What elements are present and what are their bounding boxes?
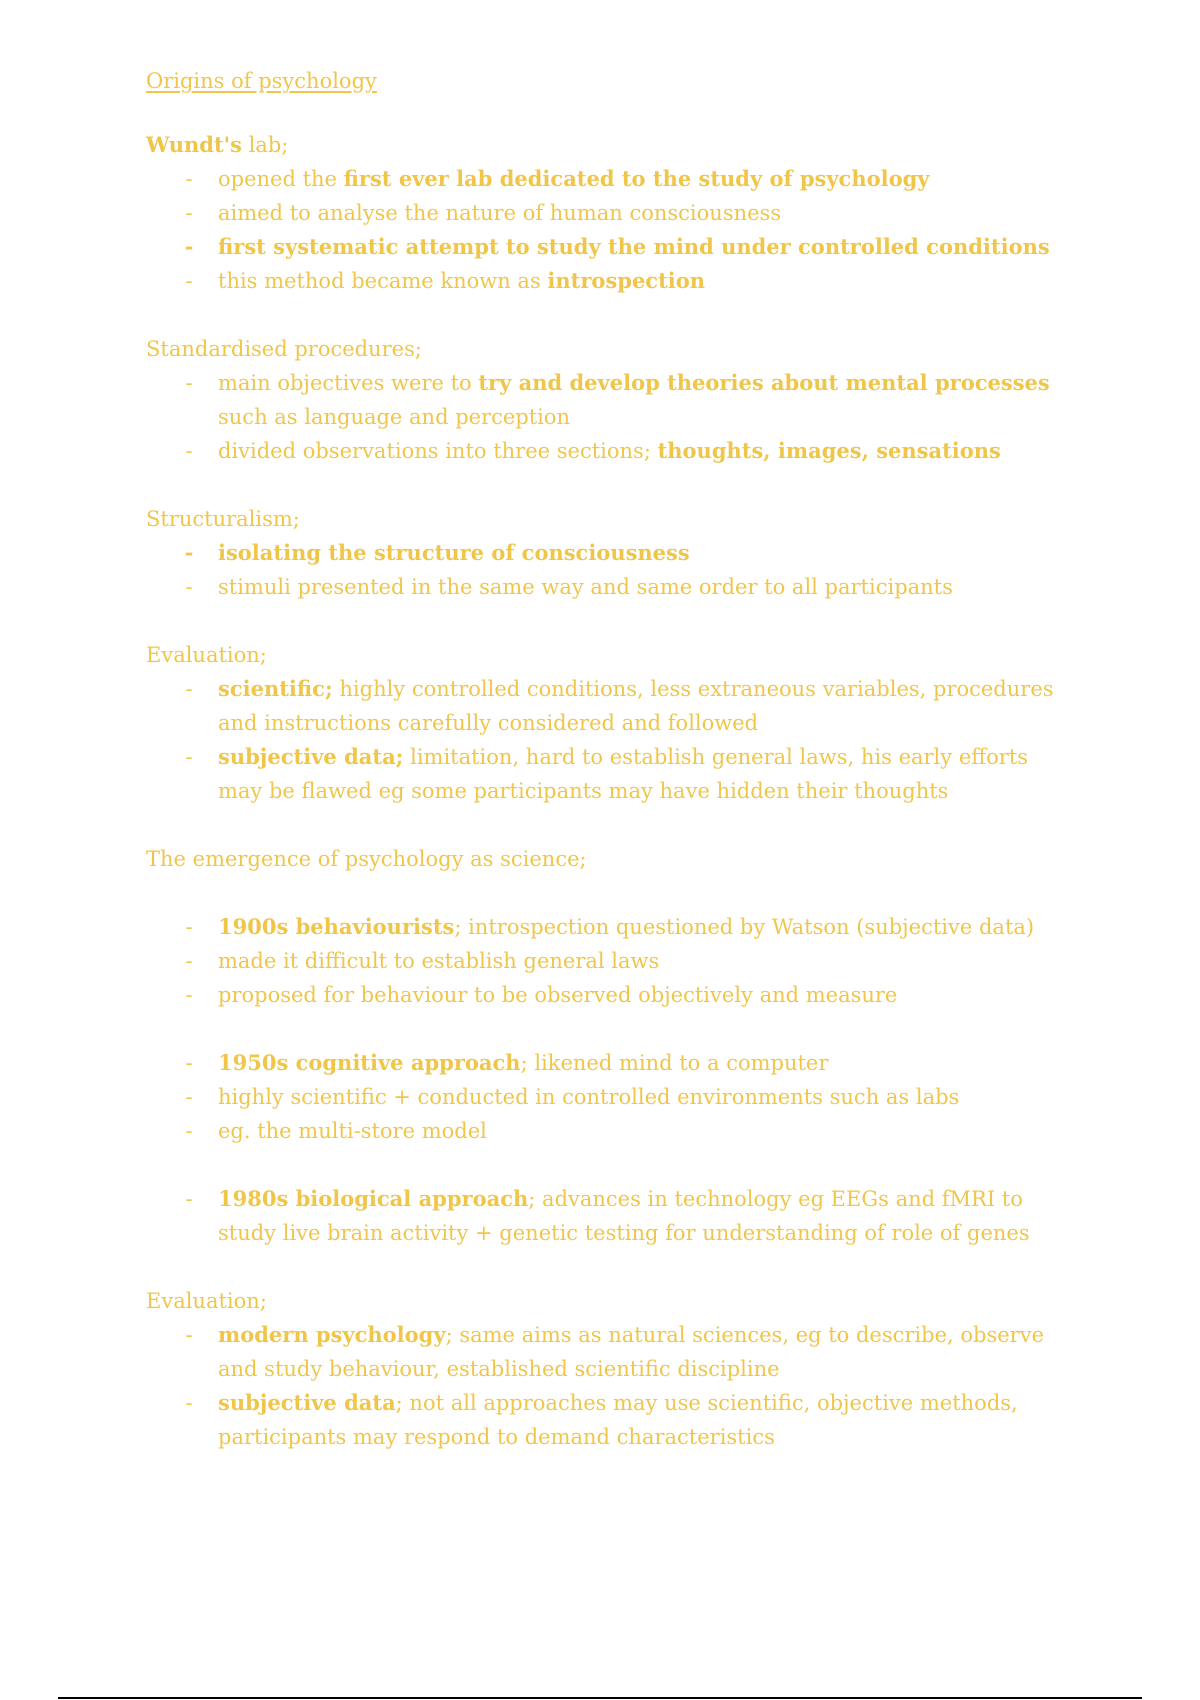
section-heading [146,128,1066,162]
bullet-dash: - [185,201,193,225]
page-title: Origins of psychology [146,69,377,93]
item-text: ; same aims as natural sciences, eg to describe, observe and study behaviour, established scientific discipline [218,1323,1044,1381]
emphasis-text: introspection [547,268,706,293]
bullet-dash: - [185,439,193,463]
emphasis-text: scientific; [218,676,333,701]
list-item [146,366,1066,434]
bullet-dash: - [185,269,193,293]
section-heading [146,332,1066,366]
section-heading-text: lab; [241,133,289,157]
emphasis-text: first systematic attempt to study the mind under controlled conditions [218,234,1050,259]
notes-page [146,64,1066,1488]
bullet-list [146,672,1066,808]
bullet-list [146,536,1066,604]
bullet-dash: - [185,1119,193,1143]
emphasis-text: first ever lab dedicated to the study of psychology [343,166,930,191]
section-heading-text: Structuralism; [146,507,300,531]
bullet-list [146,1318,1066,1454]
emphasis-text: 1900s behaviourists [218,914,455,939]
item-text: eg. the multi-store model [218,1119,487,1143]
bullet-list [146,162,1066,298]
notes-body [146,128,1066,1454]
list-item [146,944,1066,978]
item-text: highly scientific + conducted in controlled environments such as labs [218,1085,960,1109]
bullet-dash: - [185,745,193,769]
notes-section [146,332,1066,468]
notes-section [146,128,1066,298]
bullet-dash: - [185,677,193,701]
notes-section [146,1284,1066,1454]
notes-section [146,502,1066,604]
list-item [146,910,1066,944]
spacer [146,876,1066,910]
list-item [146,162,1066,196]
section-heading-text: The emergence of psychology as science; [146,847,587,871]
item-text: main objectives were to [218,371,479,395]
list-item [146,1386,1066,1454]
list-item [146,740,1066,808]
emphasis-text: try and develop theories about mental processes [478,370,1050,395]
bullet-dash: - [185,1323,193,1347]
emphasis-text: subjective data; [218,744,404,769]
item-text: divided observations into three sections; [218,439,658,463]
bullet-dash: - [184,540,194,565]
item-text: ; not all approaches may use scientific, objective methods, participants may respond to demand characteristics [218,1391,1018,1449]
list-item [146,1318,1066,1386]
bullet-dash: - [185,1051,193,1075]
list-item [146,1114,1066,1148]
bullet-dash: - [185,371,193,395]
list-item [146,536,1066,570]
item-text: aimed to analyse the nature of human consciousness [218,201,782,225]
list-item [146,1182,1066,1250]
list-item [146,230,1066,264]
emphasis-text: thoughts, images, sensations [657,438,1001,463]
section-heading [146,638,1066,672]
bottom-divider [58,1697,1142,1699]
item-text: ; likened mind to a computer [520,1051,829,1075]
item-text: proposed for behaviour to be observed objectively and measure [218,983,898,1007]
section-heading [146,1284,1066,1318]
bullet-dash: - [185,167,193,191]
bullet-dash: - [184,234,194,259]
emphasis-text: 1950s cognitive approach [218,1050,521,1075]
item-text: this method became known as [218,269,548,293]
list-item [146,196,1066,230]
emphasis-text: isolating the structure of consciousness [218,540,690,565]
section-heading-text: Evaluation; [146,1289,267,1313]
emphasis-text: modern psychology [218,1322,446,1347]
section-heading-text: Evaluation; [146,643,267,667]
notes-section [146,638,1066,808]
list-item [146,978,1066,1012]
item-text: opened the [218,167,344,191]
section-heading-bold: Wundt's [146,132,242,157]
bullet-dash: - [185,915,193,939]
bullet-dash: - [185,575,193,599]
list-item [146,1080,1066,1114]
item-text: made it difficult to establish general laws [218,949,660,973]
section-heading [146,502,1066,536]
item-text: stimuli presented in the same way and same order to all participants [218,575,953,599]
list-item [146,264,1066,298]
notes-section [146,842,1066,1250]
emphasis-text: subjective data [218,1390,396,1415]
bullet-dash: - [185,949,193,973]
bullet-list [146,910,1066,1250]
list-item [146,570,1066,604]
item-text: limitation, hard to establish general laws, his early efforts may be flawed eg some participants may have hidden their thoughts [218,745,1029,803]
list-item [146,1046,1066,1080]
item-text: such as language and perception [218,405,571,429]
bullet-dash: - [185,1391,193,1415]
item-text: highly controlled conditions, less extraneous variables, procedures and instructions carefully considered and followed [218,677,1054,735]
item-text: ; introspection questioned by Watson (subjective data) [454,915,1035,939]
bullet-dash: - [185,1085,193,1109]
bullet-dash: - [185,983,193,1007]
section-heading [146,842,1066,876]
bullet-list [146,366,1066,468]
spacer [146,1148,1066,1182]
bullet-dash: - [185,1187,193,1211]
list-item [146,434,1066,468]
emphasis-text: 1980s biological approach [218,1186,529,1211]
list-item [146,672,1066,740]
section-heading-text: Standardised procedures; [146,337,422,361]
spacer [146,1012,1066,1046]
item-text: ; advances in technology eg EEGs and fMRI to study live brain activity + genetic testing for understanding of role of genes [218,1187,1030,1245]
